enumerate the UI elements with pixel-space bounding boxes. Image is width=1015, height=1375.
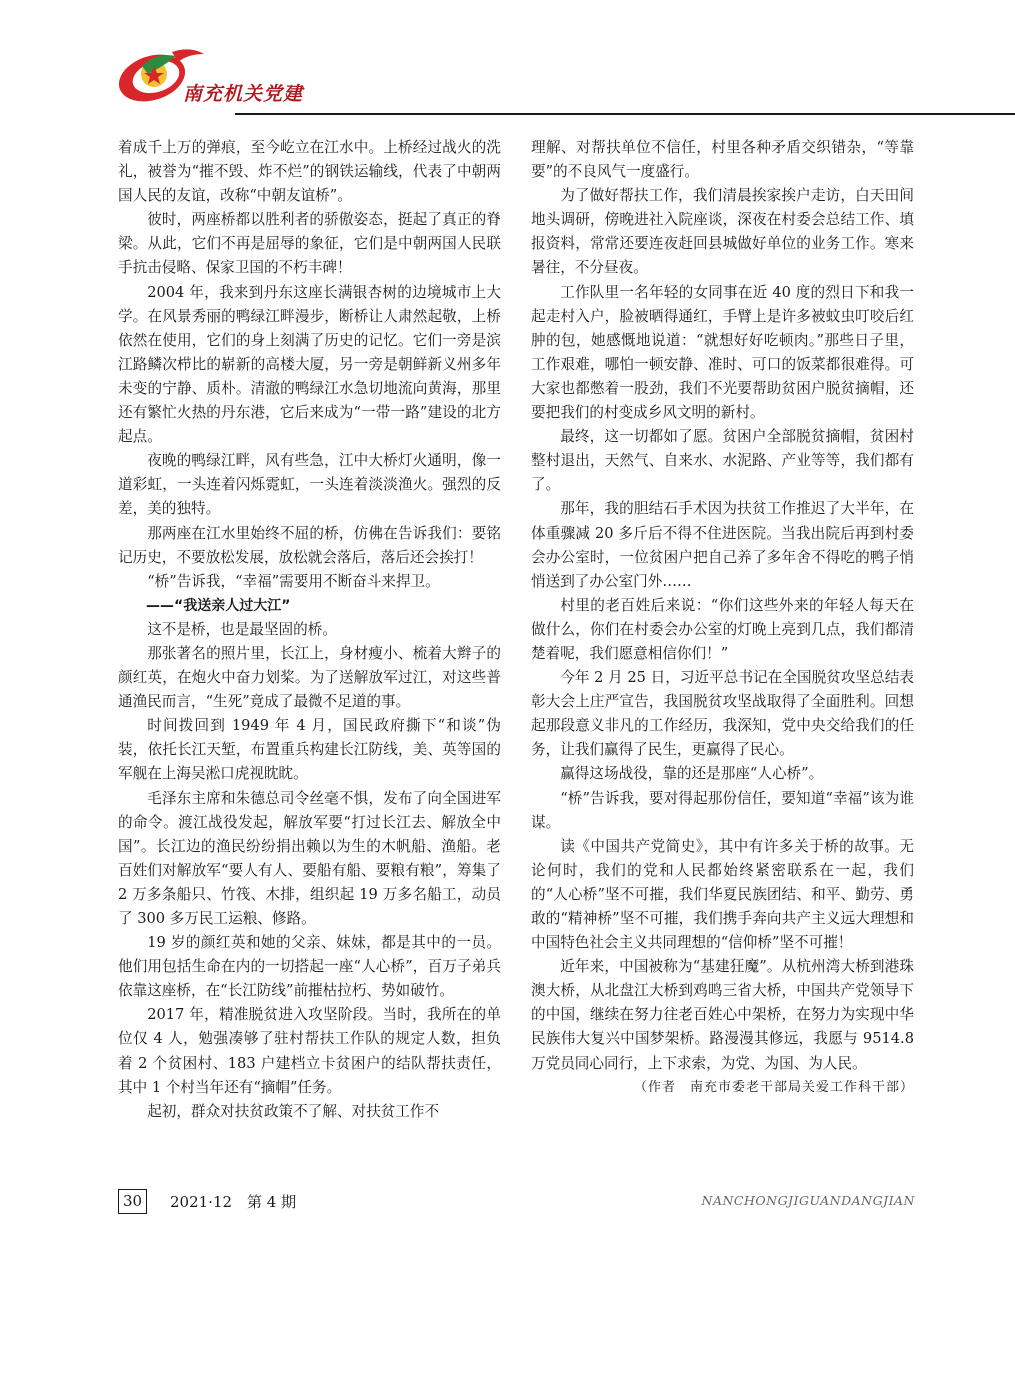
- paragraph: 那年，我的胆结石手术因为扶贫工作推迟了大半年，在体重骤减 20 多斤后不得不住进医院。当我出院后再到村委会办公室时，一位贫困户把自己养了多年舍不得吃的鸭子悄悄送到了办公室门外……: [531, 500, 914, 590]
- paragraph: “桥”告诉我，“幸福”需要用不断奋斗来捍卫。: [147, 572, 440, 590]
- paragraph: “桥”告诉我，要对得起那份信任，要知道“幸福”该为谁谋。: [531, 789, 914, 831]
- paragraph: 最终，这一切都如了愿。贫困户全部脱贫摘帽，贫困村整村退出，天然气、自来水、水泥路、产业等等，我们都有了。: [531, 428, 914, 494]
- issue-label: 2021·12 第 4 期: [170, 1193, 297, 1211]
- paragraph: 读《中国共产党简史》，其中有许多关于桥的故事。无论何时，我们的党和人民都始终紧密联系在一起，我们的“人心桥”坚不可摧，我们华夏民族团结、和平、勤劳、勇敢的“精神桥”坚不可摧，我们携手奔向共产主义远大理想和中国特色社会主义共同理想的“信仰桥”坚不可摧！: [531, 837, 914, 952]
- left-column: [118, 136, 501, 1124]
- paragraph: 时间拨回到 1949 年 4 月，国民政府撕下“和谈”伪装，依托长江天堑，布置重兵构建长江防线，美、英等国的军舰在上海吴淞口虎视眈眈。: [118, 717, 501, 783]
- paragraph: 2017 年，精准脱贫进入攻坚阶段。当时，我所在的单位仅 4 人，勉强凑够了驻村帮扶工作队的规定人数，担负着 2 个贫困村、183 户建档立卡贫困户的结队帮扶责任，其中 1 个村当年还有“摘帽”任务。: [118, 1006, 501, 1096]
- author-note: （作者 南充市委老干部局关爱工作科干部）: [633, 1079, 914, 1095]
- section-subtitle: ——“我送亲人过大江”: [146, 597, 291, 614]
- paragraph: 这不是桥，也是最坚固的桥。: [147, 620, 337, 638]
- paragraph: 2004 年，我来到丹东这座长满银杏树的边境城市上大学。在风景秀丽的鸭绿江畔漫步，断桥让人肃然起敬，上桥依然在使用，它们的身上刻满了历史的记忆。它们一旁是滨江路鳞次栉比的崭新的高楼大厦，另一旁是朝鲜新义州多年未变的宁静、质朴。清澈的鸭绿江水急切地流向黄海，那里还有繁忙火热的丹东港，它后来成为“一带一路”建设的北方起点。: [118, 283, 501, 446]
- paragraph: 起初，群众对扶贫政策不了解、对扶贫工作不: [147, 1102, 440, 1120]
- paragraph: 村里的老百姓后来说：“你们这些外来的年轻人每天在做什么，你们在村委会办公室的灯晚上亮到几点，我们都清楚着呢，我们愿意相信你们！”: [531, 596, 914, 662]
- paragraph: 赢得这场战役，靠的还是那座“人心桥”。: [560, 765, 824, 783]
- paragraph: 夜晚的鸭绿江畔，风有些急，江中大桥灯火通明，像一道彩虹，一头连着闪烁霓虹，一头连着淡淡渔火。强烈的反差，美的独特。: [118, 452, 501, 518]
- paragraph: 近年来，中国被称为“基建狂魔”。从杭州湾大桥到港珠澳大桥，从北盘江大桥到鸡鸣三省大桥，中国共产党领导下的中国，继续在努力往老百姓心中架桥，在努力为实现中华民族伟大复兴中国梦架桥。路漫漫其修远，我愿与 9514.8 万党员同心同行，上下求索，为党、为国、为人民。: [531, 958, 914, 1072]
- right-column: [531, 136, 914, 1100]
- header-rule: [235, 113, 1015, 115]
- page-footer: [118, 1189, 915, 1215]
- paragraph: 毛泽东主席和朱德总司令丝毫不惧，发布了向全国进军的命令。渡江战役发起，解放军要“打过长江去、解放全中国”。长江边的渔民纷纷捐出赖以为生的木帆船、渔船。老百姓们对解放军“要人有人、要船有船、要粮有粮”，筹集了 2 万多条船只、竹筏、木排，组织起 19 万多名船工，动员了 300 多万民工运粮、修路。: [118, 789, 501, 927]
- paragraph: 工作队里一名年轻的女同事在近 40 度的烈日下和我一起走村入户，脸被晒得通红，手臂上是许多被蚊虫叮咬后红肿的包，她感慨地说道：“就想好好吃顿肉。”那些日子里，工作艰难，哪怕一顿安静、准时、可口的饭菜都很难得。可大家也都憋着一股劲，我们不光要帮助贫困户脱贫摘帽，还要把我们的村变成乡风文明的新村。: [531, 283, 914, 422]
- paragraph: 19 岁的颜红英和她的父亲、妹妹，都是其中的一员。他们用包括生命在内的一切搭起一座“人心桥”，百万子弟兵依靠这座桥，在“长江防线”前摧枯拉朽、势如破竹。: [118, 934, 501, 1000]
- paragraph: 那两座在江水里始终不屈的桥，仿佛在告诉我们：要铭记历史，不要放松发展，放松就会落后，落后还会挨打！: [118, 524, 501, 566]
- paragraph: 彼时，两座桥都以胜利者的骄傲姿态，挺起了真正的脊梁。从此，它们不再是屈辱的象征，它们是中朝两国人民联手抗击侵略、保家卫国的不朽丰碑！: [118, 211, 501, 277]
- paragraph: 那张著名的照片里，长江上，身材瘦小、梳着大辫子的颜红英，在炮火中奋力划桨。为了送解放军过江，对这些普通渔民而言，“生死”竟成了最微不足道的事。: [118, 644, 501, 711]
- paragraph: 着成千上万的弹痕，至今屹立在江水中。上桥经过战火的洗礼，被誉为“摧不毁、炸不烂”的钢铁运输线，代表了中朝两国人民的友谊，改称“中朝友谊桥”。: [118, 139, 501, 205]
- paragraph: 理解、对帮扶单位不信任，村里各种矛盾交织错杂，“等靠要”的不良风气一度盛行。: [531, 139, 914, 181]
- journal-name: NANCHONGJIGUANDANGJIAN: [701, 1193, 915, 1208]
- paragraph: 为了做好帮扶工作，我们清晨挨家挨户走访，白天田间地头调研，傍晚进社入院座谈，深夜在村委会总结工作、填报资料，常常还要连夜赶回县城做好单位的业务工作。寒来暑往，不分昼夜。: [531, 187, 914, 277]
- page-number: 30: [118, 1189, 147, 1214]
- brand-title: 南充机关党建: [183, 83, 304, 105]
- paragraph: 今年 2 月 25 日，习近平总书记在全国脱贫攻坚总结表彰大会上庄严宣告，我国脱贫攻坚战取得了全面胜利。回想起那段意义非凡的工作经历，我深知，党中央交给我们的任务，让我们赢得了民生，更赢得了民心。: [531, 669, 914, 759]
